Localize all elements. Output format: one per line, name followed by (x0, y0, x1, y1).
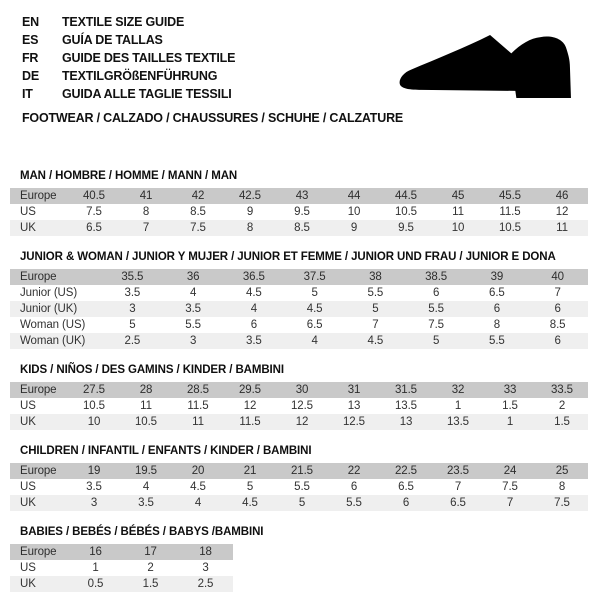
size-cell: 4 (311, 335, 318, 347)
size-table-section-babies (10, 526, 590, 592)
shoe-icon (397, 33, 574, 98)
size-cell: 16 (89, 546, 102, 558)
language-code: IT (22, 87, 33, 101)
size-cell: 19 (87, 465, 101, 477)
size-cell: 2 (558, 400, 566, 412)
section-title: BABIES / BEBÉS / BÉBÉS / BABYS /BAMBINI (20, 526, 264, 538)
size-cell: 10.5 (83, 400, 105, 412)
size-cell: 4.5 (306, 303, 323, 315)
size-cell: 42 (191, 190, 205, 202)
size-cell: 31.5 (395, 384, 417, 396)
size-cell: 11 (140, 400, 152, 412)
size-cell: 1.5 (554, 416, 570, 428)
size-cell: 4 (142, 481, 150, 493)
row-label: UK (20, 222, 36, 234)
size-cell: 3.5 (138, 497, 154, 509)
size-cell: 6 (402, 497, 410, 509)
table-row (10, 220, 588, 236)
size-cell: 41 (139, 190, 153, 202)
size-cell: 5 (311, 287, 318, 299)
size-table-section-man (10, 170, 590, 236)
size-cell: 7 (142, 222, 150, 234)
size-cell: 6 (554, 335, 561, 347)
size-cell: 4 (194, 497, 202, 509)
table-row (10, 269, 588, 285)
size-cell: 10.5 (395, 206, 417, 218)
size-cell: 40.5 (83, 190, 105, 202)
size-table (10, 544, 233, 592)
size-cell: 36 (186, 271, 200, 283)
size-cell: 10 (87, 416, 101, 428)
size-cell: 8 (493, 319, 501, 331)
size-table (10, 188, 588, 236)
row-label: Europe (20, 546, 57, 558)
size-cell: 10.5 (499, 222, 521, 234)
language-row (22, 67, 235, 85)
size-cell: 4 (250, 303, 258, 315)
size-cell: 33 (503, 384, 517, 396)
size-cell: 20 (191, 465, 205, 477)
size-cell: 10 (451, 222, 465, 234)
size-cell: 39 (490, 271, 504, 283)
size-cell: 42.5 (239, 190, 261, 202)
size-cell: 19.5 (135, 465, 157, 477)
size-cell: 4.5 (367, 335, 384, 347)
language-row (22, 49, 235, 67)
size-cell: 43 (295, 190, 309, 202)
row-label: UK (20, 416, 36, 428)
size-cell: 8.5 (549, 319, 566, 331)
language-row (22, 13, 235, 31)
size-cell: 38 (369, 271, 382, 283)
size-cell: 7.5 (554, 497, 570, 509)
size-cell: 32 (451, 384, 465, 396)
size-cell: 2.5 (197, 578, 214, 590)
language-row (22, 31, 235, 49)
size-cell: 8.5 (190, 206, 206, 218)
size-cell: 24 (503, 465, 517, 477)
size-cell: 1 (454, 400, 462, 412)
size-cell: 7 (554, 287, 561, 299)
size-cell: 3.5 (246, 335, 262, 347)
language-code: EN (22, 15, 39, 29)
size-cell: 0.5 (87, 578, 104, 590)
row-label: Junior (US) (20, 287, 78, 299)
size-cell: 4.5 (190, 481, 206, 493)
size-cell: 21.5 (291, 465, 313, 477)
size-cell: 5 (372, 303, 379, 315)
size-cell: 37.5 (303, 271, 326, 283)
size-cell: 29.5 (239, 384, 261, 396)
size-cell: 27.5 (83, 384, 105, 396)
size-cell: 17 (144, 546, 157, 558)
row-label: Europe (20, 465, 57, 477)
size-cell: 13 (347, 400, 361, 412)
size-cell: 28.5 (187, 384, 209, 396)
size-cell: 6.5 (489, 287, 505, 299)
size-cell: 11.5 (239, 416, 261, 428)
row-label: Woman (US) (20, 319, 86, 331)
size-cell: 36.5 (242, 271, 265, 283)
size-cell: 7 (372, 319, 379, 331)
size-cell: 30 (295, 384, 309, 396)
size-cell: 3.5 (185, 303, 201, 315)
size-cell: 10 (347, 206, 361, 218)
size-cell: 4.5 (246, 287, 262, 299)
table-row (10, 398, 588, 414)
size-cell: 7 (506, 497, 514, 509)
size-cell: 45.5 (499, 190, 521, 202)
size-cell: 7.5 (86, 206, 102, 218)
size-cell: 7 (454, 481, 462, 493)
size-cell: 5 (298, 497, 306, 509)
size-cell: 3 (189, 335, 197, 347)
size-cell: 4 (189, 287, 197, 299)
size-cell: 6.5 (450, 497, 466, 509)
section-title: KIDS / NIÑOS / DES GAMINS / KINDER / BAMBINI (20, 364, 284, 376)
table-row (10, 301, 588, 317)
row-label: UK (20, 578, 36, 590)
table-row (10, 382, 588, 398)
row-label: UK (20, 497, 36, 509)
size-cell: 13.5 (447, 416, 469, 428)
size-cell: 3 (202, 562, 209, 574)
size-cell: 3 (129, 303, 136, 315)
size-cell: 7.5 (502, 481, 518, 493)
size-table (10, 269, 588, 349)
size-cell: 6 (493, 303, 501, 315)
size-cell: 12 (243, 400, 257, 412)
language-label: GUIDA ALLE TAGLIE TESSILI (62, 87, 232, 101)
language-label: GUIDE DES TAILLES TEXTILE (62, 51, 236, 65)
table-row (10, 463, 588, 479)
size-cell: 12.5 (291, 400, 313, 412)
size-cell: 13.5 (395, 400, 417, 412)
size-cell: 1.5 (142, 578, 159, 590)
size-cell: 10.5 (135, 416, 157, 428)
size-cell: 6 (250, 319, 258, 331)
size-cell: 38.5 (425, 271, 448, 283)
size-cell: 12 (555, 206, 569, 218)
size-cell: 5.5 (489, 335, 505, 347)
language-label: TEXTILE SIZE GUIDE (62, 15, 185, 29)
table-row (10, 544, 233, 560)
size-cell: 40 (551, 271, 564, 283)
size-cell: 8.5 (294, 222, 310, 234)
section-title: MAN / HOMBRE / HOMME / MANN / MAN (20, 170, 238, 182)
size-cell: 6 (432, 287, 440, 299)
size-cell: 9.5 (294, 206, 310, 218)
size-cell: 33.5 (551, 384, 573, 396)
size-cell: 45 (451, 190, 465, 202)
size-cell: 9 (350, 222, 358, 234)
size-cell: 11.5 (187, 400, 209, 412)
size-cell: 2.5 (124, 335, 141, 347)
language-code: ES (22, 33, 39, 47)
size-cell: 44.5 (395, 190, 417, 202)
size-cell: 5 (129, 319, 136, 331)
size-cell: 22.5 (395, 465, 417, 477)
row-label: US (20, 400, 36, 412)
size-cell: 5 (432, 335, 440, 347)
size-cell: 6.5 (86, 222, 102, 234)
size-table-sections (10, 170, 590, 607)
section-title: JUNIOR & WOMAN / JUNIOR Y MUJER / JUNIOR ET FEMME / JUNIOR UND FRAU / JUNIOR E DONA (20, 251, 556, 263)
language-label: TEXTILGRÖßENFÜHRUNG (62, 69, 218, 83)
table-row (10, 317, 588, 333)
footwear-heading: FOOTWEAR / CALZADO / CHAUSSURES / SCHUHE / CALZATURE (22, 111, 404, 125)
language-label: GUÍA DE TALLAS (62, 33, 163, 47)
language-code: DE (22, 69, 39, 83)
size-cell: 2 (147, 562, 154, 574)
table-row (10, 479, 588, 495)
size-cell: 11 (556, 222, 568, 234)
size-cell: 6 (554, 303, 561, 315)
size-cell: 5.5 (428, 303, 444, 315)
row-label: Europe (20, 384, 57, 396)
size-cell: 1 (506, 416, 514, 428)
language-list (22, 13, 235, 103)
size-cell: 22 (347, 465, 361, 477)
size-cell: 8 (246, 222, 254, 234)
size-cell: 9 (246, 206, 254, 218)
table-row (10, 333, 588, 349)
size-cell: 46 (555, 190, 569, 202)
row-label: Woman (UK) (20, 335, 86, 347)
table-row (10, 495, 588, 511)
section-title: CHILDREN / INFANTIL / ENFANTS / KINDER / BAMBINI (20, 445, 312, 457)
language-row (22, 85, 235, 103)
size-table-section-children (10, 445, 590, 511)
size-cell: 6 (350, 481, 358, 493)
table-row (10, 414, 588, 430)
size-cell: 1 (92, 562, 99, 574)
row-label: Europe (20, 271, 57, 283)
size-cell: 28 (139, 384, 153, 396)
size-table-section-junior-woman (10, 251, 590, 349)
table-row (10, 204, 588, 220)
size-cell: 31 (347, 384, 361, 396)
size-cell: 3 (90, 497, 98, 509)
size-table (10, 463, 588, 511)
size-cell: 44 (347, 190, 361, 202)
size-cell: 5.5 (294, 481, 310, 493)
size-cell: 13 (399, 416, 413, 428)
size-cell: 7.5 (190, 222, 206, 234)
size-cell: 23.5 (447, 465, 469, 477)
size-cell: 3.5 (86, 481, 102, 493)
size-cell: 1.5 (502, 400, 518, 412)
size-cell: 18 (199, 546, 212, 558)
row-label: US (20, 206, 36, 218)
size-cell: 11 (192, 416, 204, 428)
size-cell: 6.5 (398, 481, 414, 493)
size-cell: 9.5 (398, 222, 414, 234)
table-row (10, 560, 233, 576)
row-label: US (20, 481, 36, 493)
language-code: FR (22, 51, 39, 65)
size-cell: 3.5 (124, 287, 141, 299)
size-cell: 35.5 (121, 271, 144, 283)
row-label: Europe (20, 190, 57, 202)
size-cell: 5 (246, 481, 254, 493)
table-row (10, 576, 233, 592)
size-cell: 8 (142, 206, 150, 218)
row-label: US (20, 562, 36, 574)
size-cell: 5.5 (346, 497, 362, 509)
table-row (10, 188, 588, 204)
size-cell: 5.5 (185, 319, 201, 331)
size-cell: 11 (452, 206, 464, 218)
size-cell: 7.5 (428, 319, 444, 331)
size-cell: 6.5 (306, 319, 323, 331)
size-cell: 12.5 (343, 416, 365, 428)
size-cell: 4.5 (242, 497, 258, 509)
size-cell: 21 (243, 465, 257, 477)
size-table-section-kids (10, 364, 590, 430)
row-label: Junior (UK) (20, 303, 78, 315)
size-cell: 25 (555, 465, 569, 477)
table-row (10, 285, 588, 301)
size-table (10, 382, 588, 430)
size-cell: 12 (295, 416, 309, 428)
size-cell: 8 (558, 481, 566, 493)
size-cell: 5.5 (367, 287, 384, 299)
size-cell: 11.5 (499, 206, 521, 218)
